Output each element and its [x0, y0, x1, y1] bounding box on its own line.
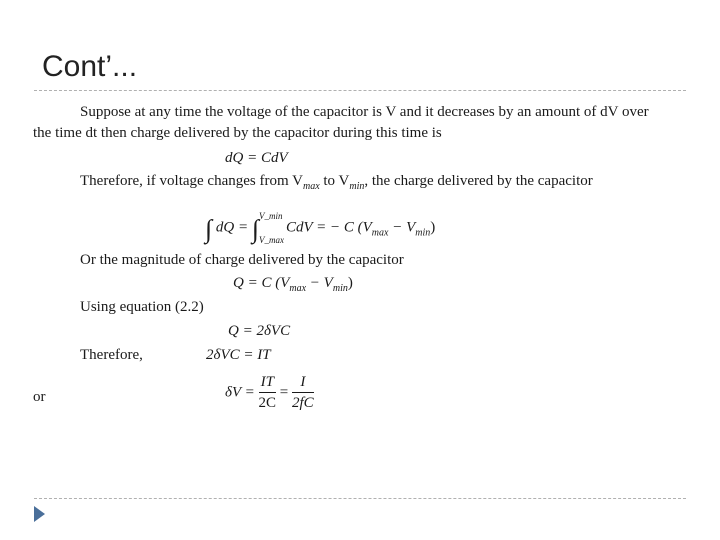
equation-q-magnitude — [233, 274, 353, 298]
paragraph-2-mid: to V — [319, 173, 350, 189]
equation-dq-text: dQ = CdV — [225, 150, 288, 166]
eq3-end: ) — [347, 275, 353, 291]
integral-rhs-sub1: max — [371, 227, 389, 239]
eq3-text: Q = C (V — [233, 275, 290, 291]
eq3-sub2: min — [332, 283, 348, 294]
integral-symbol: ∫ — [205, 214, 213, 244]
paragraph-2-text: Therefore, if voltage changes from V — [80, 173, 303, 189]
paragraph-5: Therefore, — [80, 347, 143, 363]
paragraph-2 — [80, 172, 593, 196]
eq5-text: 2δVC = IT — [206, 347, 271, 363]
equation-q-ripple — [228, 322, 290, 340]
integral-rhs-sub2: min — [415, 227, 431, 239]
fraction-1-denominator: 2C — [258, 395, 277, 411]
paragraph-1-line-1: Suppose at any time the voltage of the capacitor is V and it decreases by an amount of dV over — [80, 104, 649, 120]
integral-lhs: dQ = — [215, 219, 249, 236]
play-arrow-icon[interactable] — [34, 506, 45, 522]
equation-delta-v — [225, 372, 314, 413]
vmin-subscript: min — [349, 181, 365, 192]
slide-title: Cont’... — [42, 50, 138, 83]
paragraph-6: or — [33, 389, 46, 405]
fraction-2-numerator: I — [292, 372, 314, 393]
eq6-lhs: δV = — [225, 384, 255, 401]
vmax-subscript: max — [302, 181, 320, 192]
paragraph-3: Or the magnitude of charge delivered by the capacitor — [80, 252, 404, 268]
fraction-i-over-2fc — [292, 372, 314, 413]
integral-upper-limit: V_min — [258, 211, 283, 221]
eq6-equals: = — [279, 384, 289, 401]
fraction-1-numerator: IT — [259, 372, 277, 393]
eq4-text: Q = 2δVC — [228, 323, 291, 339]
eq3-mid: − V — [306, 275, 333, 291]
equation-dq — [225, 149, 288, 167]
equation-integral — [205, 204, 435, 252]
equation-ivt — [206, 346, 271, 364]
integral-rhs: CdV = − C (V — [285, 219, 372, 236]
integral-lower-limit: V_max — [258, 235, 284, 245]
top-divider — [34, 90, 686, 91]
eq3-sub1: max — [289, 283, 307, 294]
paragraph-4: Using equation (2.2) — [80, 299, 204, 315]
definite-integral-symbol: ∫ — [251, 214, 259, 244]
integral-rhs-end: ) — [430, 219, 436, 236]
paragraph-2-end: , the charge delivered by the capacitor — [364, 173, 593, 189]
bottom-divider — [34, 498, 686, 499]
fraction-it-over-2c — [259, 372, 277, 413]
paragraph-1-line-2: the time dt then charge delivered by the capacitor during this time is — [33, 125, 442, 141]
integral-limits — [259, 204, 284, 252]
integral-rhs-mid: − V — [388, 219, 416, 236]
fraction-2-denominator: 2fC — [291, 395, 314, 411]
